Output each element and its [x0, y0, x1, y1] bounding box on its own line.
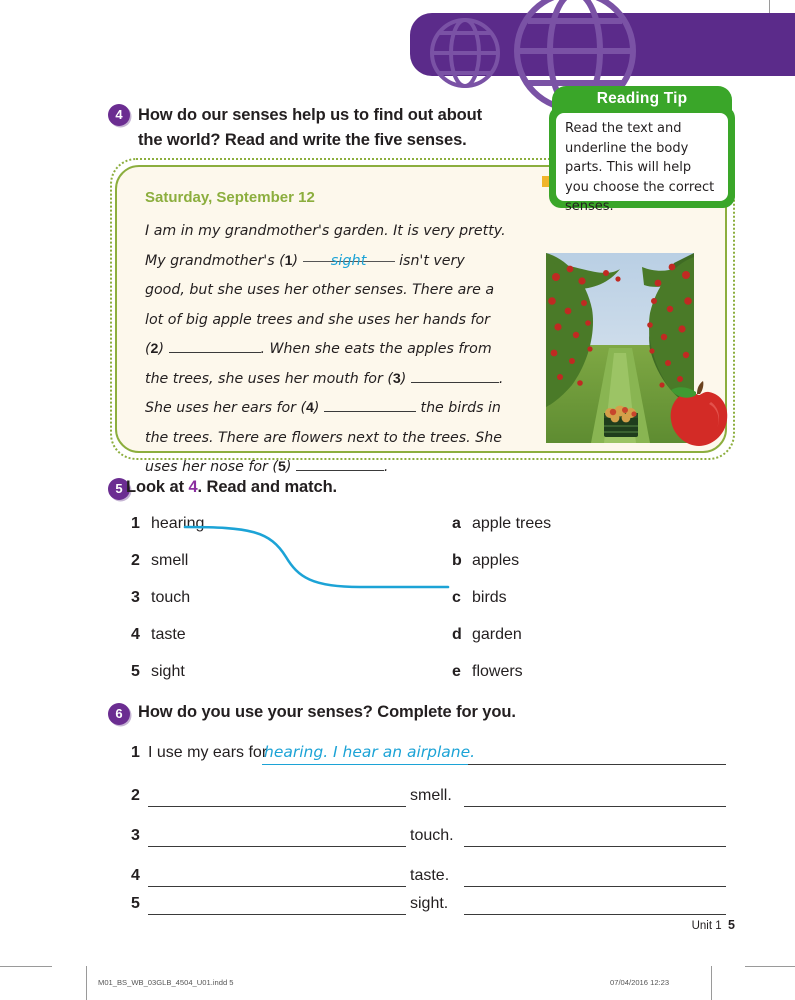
- passage-line-6-pre: the trees, she uses her mouth for (: [145, 370, 393, 387]
- exercise-6-rule[interactable]: [464, 886, 726, 887]
- match-right-key: c: [452, 589, 461, 606]
- exercise-6-rule[interactable]: [262, 764, 468, 765]
- passage-blank-2[interactable]: [169, 338, 261, 353]
- match-right-key: b: [452, 552, 462, 569]
- reading-tip-callout: [549, 86, 735, 214]
- passage-blank-3[interactable]: [411, 368, 499, 383]
- exercise-6-instruction: How do you use your senses? Complete for you.: [138, 703, 516, 721]
- match-connector-line: [180, 505, 470, 615]
- exercise-6-rule[interactable]: [464, 806, 726, 807]
- exercise-6-rule[interactable]: [148, 846, 406, 847]
- exercise-5-instruction-post: . Read and match.: [197, 478, 338, 496]
- header-banner: [410, 13, 795, 76]
- passage-line-7-pre: She uses her ears for (: [145, 400, 307, 416]
- blank-number-2: 2: [150, 341, 159, 357]
- blank-number-3: 3: [392, 370, 401, 387]
- exercise-6-row-answer[interactable]: hearing. I hear an airplane.: [264, 743, 476, 761]
- passage-line-3: good, but she uses her other senses. There are a: [145, 282, 495, 298]
- match-right-label: flowers: [472, 663, 523, 680]
- exercise-6-badge: 6: [108, 703, 130, 725]
- passage-line-4: lot of big apple trees and she uses her hands for: [145, 311, 490, 328]
- crop-mark: [86, 966, 87, 1000]
- exercise-4-instruction: [138, 103, 538, 153]
- passage-line-1: I am in my grandmother's garden. It is very pretty.: [145, 223, 506, 239]
- passage-blank-5[interactable]: [296, 456, 384, 471]
- exercise-6-rule[interactable]: [464, 914, 726, 915]
- exercise-4-badge: 4: [108, 104, 130, 126]
- passage-line-8: the trees. There are flowers next to the trees. She: [145, 429, 502, 446]
- paren-open: (: [145, 341, 151, 357]
- paren-close: ): [158, 341, 164, 357]
- crop-mark: [711, 966, 712, 1000]
- paren-close: ): [313, 400, 320, 416]
- exercise-5-instruction-pre: Look at: [126, 478, 189, 496]
- passage-line-5-post: . When she eats the apples from: [260, 341, 492, 357]
- exercise-6-row-number: 3: [131, 827, 140, 844]
- exercise-6-row-number: 4: [131, 867, 140, 884]
- match-left-label: smell: [151, 552, 189, 569]
- page-number: 5: [728, 918, 735, 932]
- passage-line-2-pre: My grandmother's (: [145, 252, 285, 269]
- exercise-6-rule[interactable]: [148, 914, 406, 915]
- match-left-label: taste: [151, 626, 186, 643]
- crop-mark: [0, 966, 52, 967]
- match-right-label: apples: [472, 552, 520, 569]
- reading-tip-title: Reading Tip: [552, 86, 732, 114]
- list-item[interactable]: [131, 626, 204, 663]
- unit-footer: [692, 918, 735, 932]
- paren-close: ): [285, 459, 292, 475]
- globe-pattern-icon: [410, 13, 795, 76]
- exercise-5-instruction: [126, 478, 337, 497]
- match-left-key: 1: [131, 515, 140, 532]
- exercise-6-row-middle-word: touch.: [410, 827, 454, 844]
- exercise-6-row-number: 1: [131, 744, 140, 761]
- match-right-key: a: [452, 515, 461, 532]
- blank-number-5: 5: [277, 459, 286, 475]
- match-right-key: e: [452, 663, 461, 680]
- exercise-4-instruction-line-2: the world? Read and write the five senses.: [138, 131, 467, 149]
- exercise-6-row-prompt: I use my ears for: [148, 744, 268, 761]
- passage-text: [145, 217, 565, 483]
- match-left-key: 2: [131, 552, 140, 569]
- paren-close: ): [292, 252, 299, 269]
- match-left-label: hearing: [151, 515, 205, 532]
- reading-tip-body: Read the text and underline the body parts. This will help you choose the correct senses.: [556, 113, 728, 201]
- match-left-label: sight: [151, 663, 185, 680]
- match-left-key: 5: [131, 663, 140, 680]
- passage-line-2-post: isn't very: [399, 252, 465, 269]
- exercise-5-reference: 4: [188, 478, 198, 496]
- passage-line-9-pre: uses her nose for (: [145, 459, 278, 475]
- red-apple-illustration-icon: [663, 378, 735, 448]
- passage-blank-1[interactable]: sight: [303, 247, 395, 262]
- exercise-6-rule[interactable]: [148, 806, 406, 807]
- exercise-6-row-middle-word: taste.: [410, 867, 450, 884]
- unit-label: Unit 1: [691, 920, 722, 932]
- crop-mark: [745, 966, 795, 967]
- match-right-key: d: [452, 626, 462, 643]
- exercise-6-rule[interactable]: [468, 764, 726, 765]
- blank-number-4: 4: [306, 400, 314, 416]
- match-right-label: birds: [472, 589, 507, 606]
- passage-date: Saturday, September 12: [145, 189, 315, 206]
- match-left-key: 3: [131, 589, 140, 606]
- exercise-5-badge: 5: [108, 478, 130, 500]
- print-date-meta: 07/04/2016 12:23: [610, 978, 670, 987]
- match-right-label: apple trees: [472, 515, 552, 532]
- passage-line-7-post: the birds in: [420, 400, 501, 416]
- match-right-label: garden: [472, 626, 522, 643]
- passage-line-9-post: .: [383, 459, 389, 475]
- paren-close: ): [400, 370, 407, 387]
- list-item[interactable]: [131, 663, 204, 700]
- list-item[interactable]: [452, 663, 551, 700]
- passage-line-6-post: .: [498, 370, 504, 387]
- exercise-6-rule[interactable]: [464, 846, 726, 847]
- match-left-label: touch: [151, 589, 191, 606]
- list-item[interactable]: [452, 626, 551, 663]
- exercise-6-row-number: 5: [131, 895, 140, 912]
- exercise-6-row-middle-word: sight.: [410, 895, 449, 912]
- passage-blank-4[interactable]: [324, 397, 416, 412]
- match-left-key: 4: [131, 626, 140, 643]
- exercise-6-row-number: 2: [131, 787, 140, 804]
- exercise-6-row-middle-word: smell.: [410, 787, 452, 804]
- exercise-4-instruction-line-1: How do our senses help us to find out about: [138, 106, 483, 124]
- blank-number-1: 1: [284, 252, 293, 269]
- print-file-meta: M01_BS_WB_03GLB_4504_U01.indd 5: [98, 978, 234, 987]
- exercise-6-rule[interactable]: [148, 886, 406, 887]
